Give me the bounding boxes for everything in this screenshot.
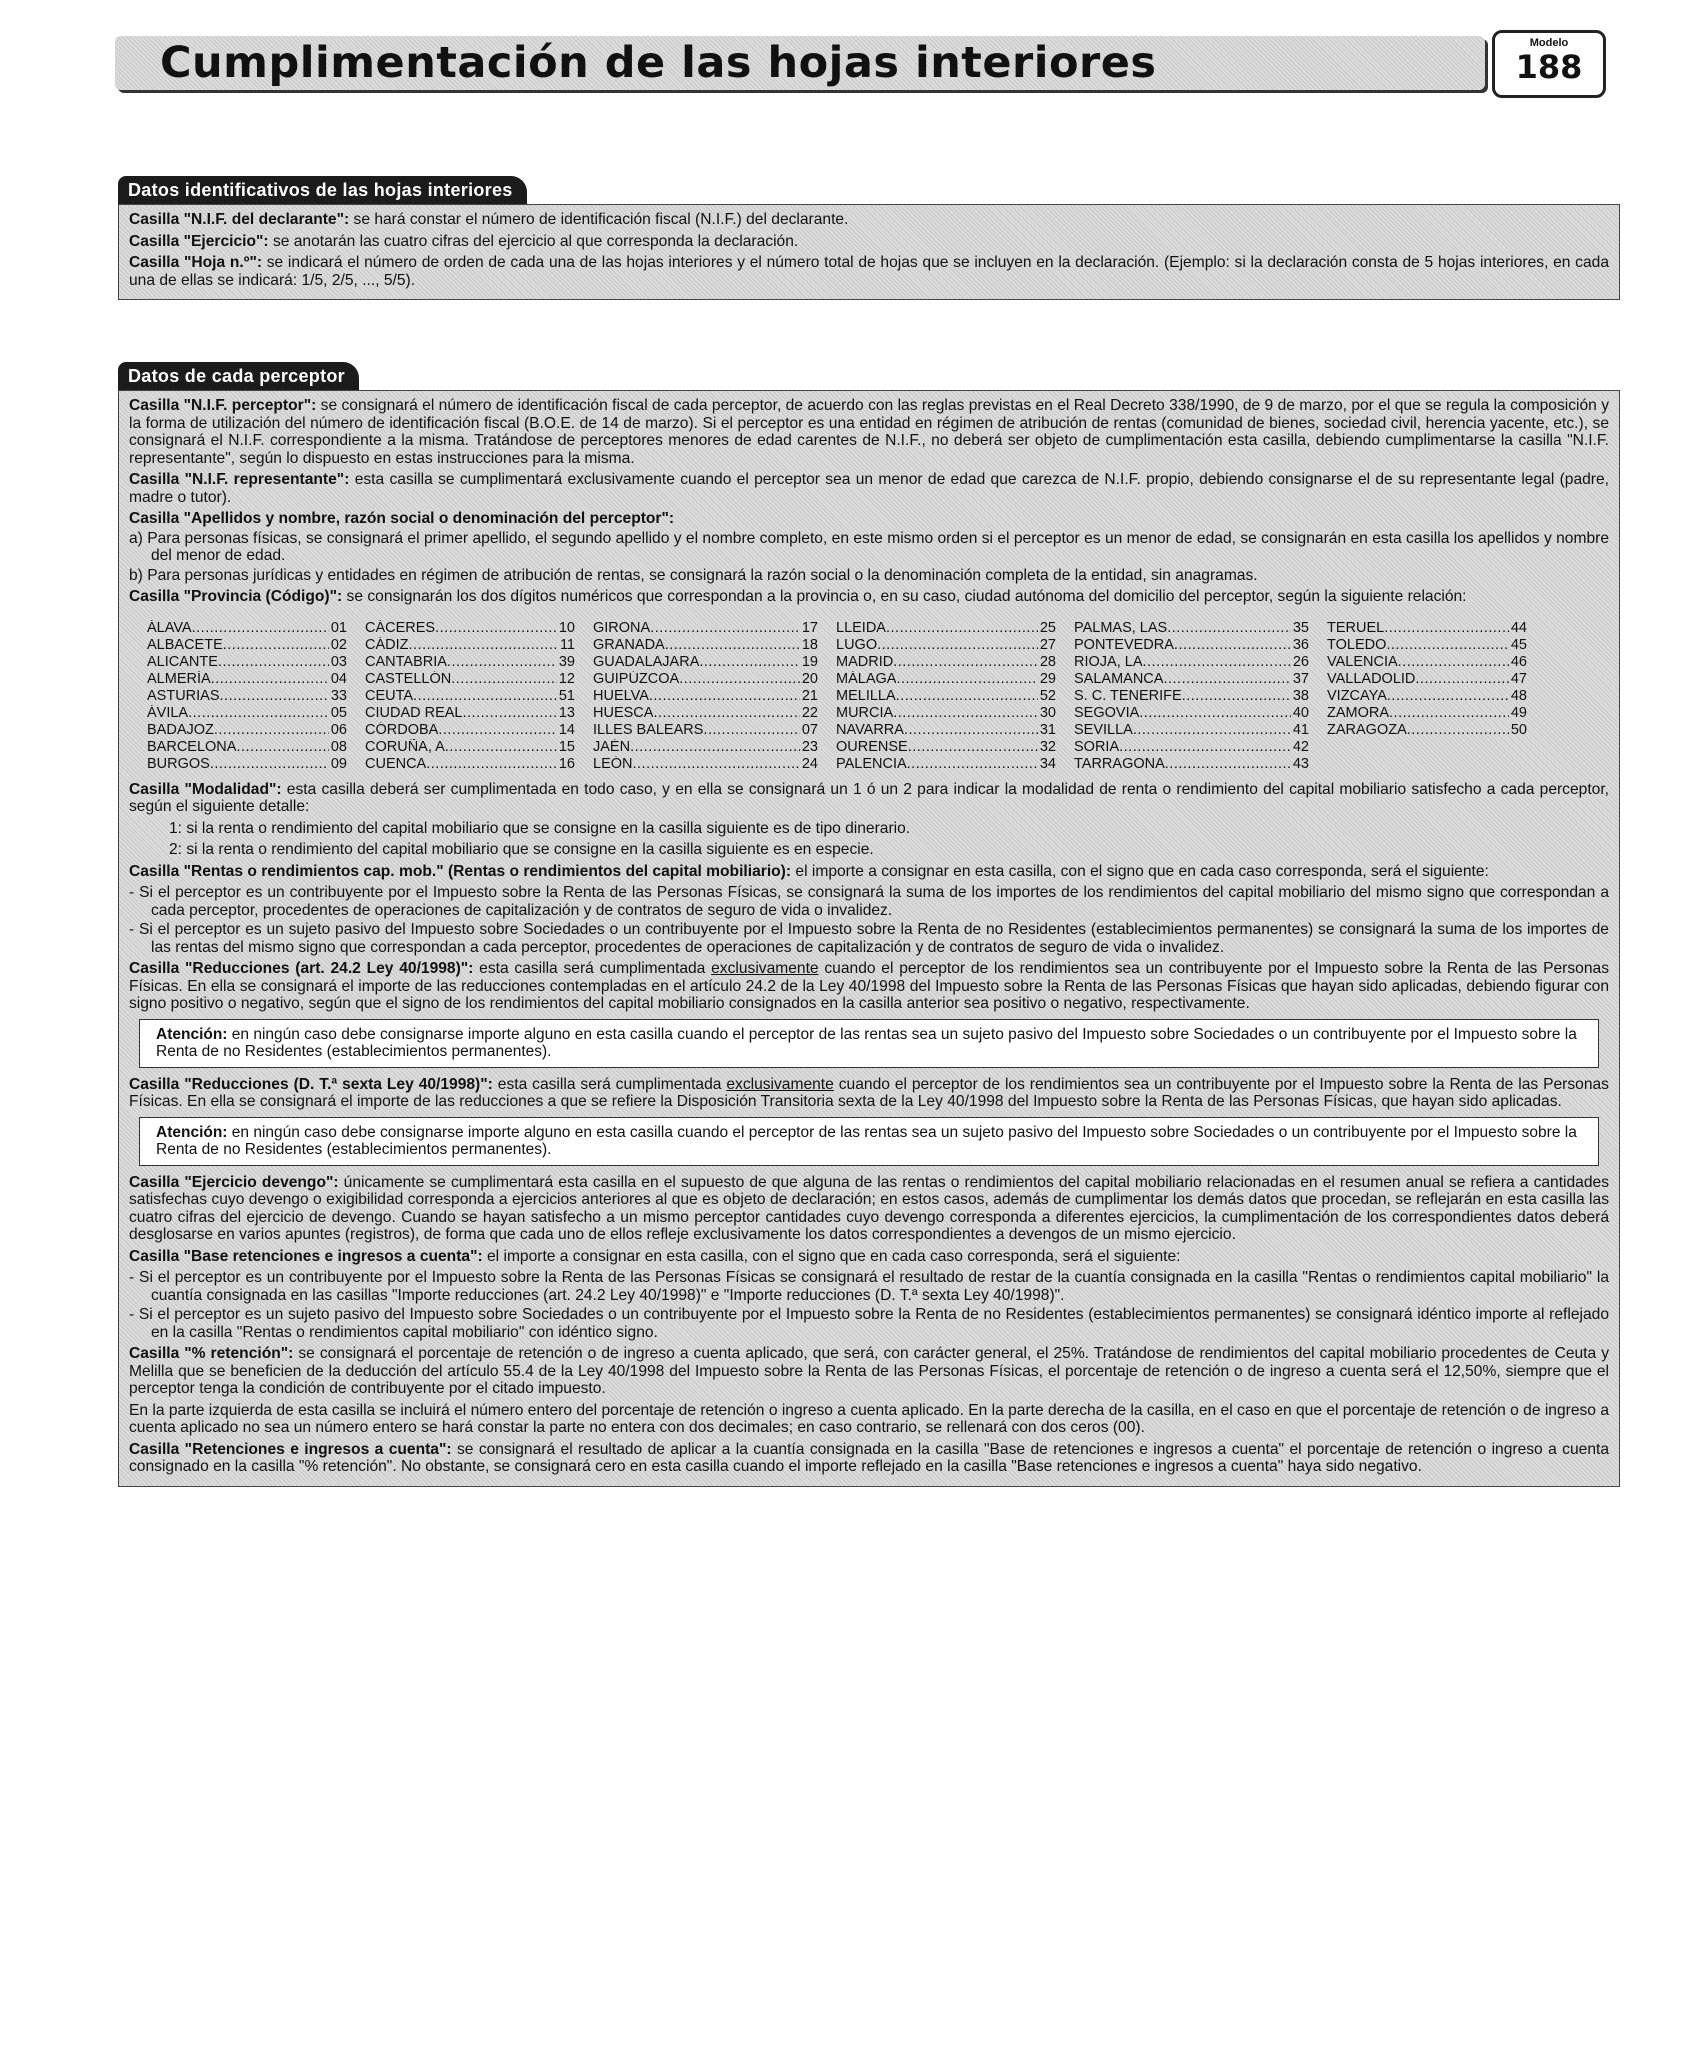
province-row: [593, 705, 818, 722]
province-code: 15: [558, 738, 575, 755]
province-code: 13: [558, 704, 575, 721]
province-name: BADAJOZ: [147, 721, 214, 738]
province-name: SALAMANCA: [1074, 670, 1164, 687]
province-code: 22: [801, 704, 818, 721]
province-code: 16: [558, 755, 575, 772]
province-row: [1074, 756, 1309, 773]
leader-dots: [653, 705, 799, 722]
leader-dots: [211, 671, 329, 688]
province-name: HUELVA: [593, 687, 649, 704]
province-name: MELILLA: [836, 687, 896, 704]
province-row: [365, 722, 575, 739]
leader-dots: [447, 654, 557, 671]
leader-dots: [896, 671, 1037, 688]
province-name: CASTELLÓN: [365, 670, 452, 687]
page-title: Cumplimentación de las hojas interiores: [160, 38, 1157, 88]
province-code: 44: [1510, 619, 1527, 636]
paragraph-modalidad: Casilla "Modalidad": esta casilla deberá ser cumplimentada en todo caso, y en ella se consignará un 1 ó un 2 para indicar la modalidad de renta o rendimiento del capital mobiliario satisfecho a cada perceptor, según el siguiente detalle:: [129, 780, 1609, 815]
province-row: [593, 688, 818, 705]
province-code: 17: [801, 619, 818, 636]
province-row: [836, 654, 1056, 671]
province-name: ASTURIAS: [147, 687, 220, 704]
province-row: [147, 654, 347, 671]
province-row: [836, 705, 1056, 722]
base-list: [129, 1269, 1609, 1341]
leader-dots: [1143, 654, 1291, 671]
modalidad-2: 2: si la renta o rendimiento del capital mobiliario que se consigne en la casilla siguiente es en especie.: [169, 841, 874, 858]
province-name: ALBACETE: [147, 636, 223, 653]
province-code: 06: [330, 721, 347, 738]
paragraph-provincia: Casilla "Provincia (Código)": se consignarán los dos dígitos numéricos que correspondan a la provincia o, en su caso, ciudad autónoma del domicilio del perceptor, según la siguiente relación:: [129, 588, 1467, 605]
province-code: 12: [558, 670, 575, 687]
leader-dots: [409, 637, 558, 654]
paragraph-reducciones-dt: Casilla "Reducciones (D. T.ª sexta Ley 40/1998)": esta casilla será cumplimentada exclusivamente cuando el perceptor de los rendimientos sea un contribuyente por el Impuesto sobre la Renta de las Personas Físicas. En ella se consignará el importe de las reducciones a que se refiere la Disposición Transitoria sexta de la Ley 40/1998 del Impuesto sobre la Renta de las Personas Físicas, que hayan sido aplicadas.: [129, 1075, 1609, 1110]
leader-dots: [214, 722, 329, 739]
province-name: CÁCERES: [365, 619, 436, 636]
modelo-number: 188: [1515, 48, 1583, 86]
province-name: MURCIA: [836, 704, 894, 721]
province-code: 40: [1292, 704, 1309, 721]
leader-dots: [220, 688, 329, 705]
leader-dots: [1139, 705, 1291, 722]
leader-dots: [886, 620, 1038, 637]
province-name: SORIA: [1074, 738, 1120, 755]
list-item: - Si el perceptor es un sujeto pasivo del Impuesto sobre Sociedades o un contribuyente por el Impuesto sobre la Renta de no Residentes (establecimientos permanentes) se consignará idéntico importe al reflejado en la casilla "Rentas o rendimientos capital mobiliario" con idéntico signo.: [129, 1306, 1609, 1341]
province-name: GRANADA: [593, 636, 665, 653]
province-row: [365, 688, 575, 705]
paragraph-retenciones: Casilla "Retenciones e ingresos a cuenta": se consignará el resultado de aplicar a la cuantía consignada en la casilla "Base de retenciones e ingresos a cuenta" el porcentaje de retención o ingreso a cuenta consignado en la casilla "% retención". No obstante, se consignará cero en esta casilla cuando el importe reflejado en la casilla "Base retenciones e ingresos a cuenta" haya sido negativo.: [129, 1440, 1609, 1475]
province-name: RIOJA, LA: [1074, 653, 1143, 670]
section-tab: Datos identificativos de las hojas interiores: [118, 176, 527, 204]
leader-dots: [633, 756, 800, 773]
province-name: BURGOS: [147, 755, 210, 772]
province-row: [836, 620, 1056, 637]
list-item: - Si el perceptor es un sujeto pasivo del Impuesto sobre Sociedades o un contribuyente por el Impuesto sobre la Renta de no Residentes (establecimientos permanentes) se consignará la suma de los importes de las rentas del mismo signo que correspondan a cada perceptor, procedentes de operaciones de capitalización y de contratos de seguro de vida o invalidez.: [129, 921, 1609, 956]
province-name: LEÓN: [593, 755, 633, 772]
province-table: [147, 620, 1609, 773]
province-code: 21: [801, 687, 818, 704]
province-name: ÁLAVA: [147, 619, 192, 636]
leader-dots: [1415, 671, 1508, 688]
province-row: [593, 756, 818, 773]
paragraph-porcentaje-2: En la parte izquierda de esta casilla se incluirá el número entero del porcentaje de retención o ingreso a cuenta aplicado. En la parte derecha de la casilla, en el caso en que el porcentaje de retención o de ingreso a cuenta aplicado no sea un número entero se hará constar la parte no entera con dos decimales; en caso contrario, se rellenará con dos ceros (00).: [129, 1401, 1609, 1436]
province-name: LLEIDA: [836, 619, 886, 636]
province-row: [1074, 654, 1309, 671]
province-column: [365, 620, 575, 773]
province-row: [365, 654, 575, 671]
province-row: [1074, 620, 1309, 637]
province-row: [1327, 620, 1527, 637]
province-name: ALICANTE: [147, 653, 218, 670]
province-code: 27: [1039, 636, 1056, 653]
province-code: 41: [1292, 721, 1309, 738]
province-name: VALENCIA: [1327, 653, 1398, 670]
province-name: SEVILLA: [1074, 721, 1133, 738]
leader-dots: [413, 688, 557, 705]
leader-dots: [223, 637, 329, 654]
leader-dots: [893, 654, 1038, 671]
province-row: [365, 739, 575, 756]
paragraph-porcentaje: Casilla "% retención": se consignará el porcentaje de retención o de ingreso a cuenta aplicado, que será, con carácter general, el 25%. Tratándose de rendimientos del capital mobiliario procedentes de Ceuta y Melilla que se beneficien de la deducción del artículo 55.4 de la Ley 40/1998 del Impuesto sobre la Renta de las Personas Físicas, el porcentaje de retención o de ingreso a cuenta será el 12,50%, siempre que el perceptor tenga la condición de contribuyente por el citado impuesto.: [129, 1345, 1609, 1397]
province-code: 33: [330, 687, 347, 704]
province-row: [836, 688, 1056, 705]
province-row: [593, 722, 818, 739]
province-name: CANTABRIA: [365, 653, 447, 670]
province-code: 51: [558, 687, 575, 704]
section-identificativos: [118, 176, 1620, 300]
province-name: ZAMORA: [1327, 704, 1390, 721]
province-row: [1074, 637, 1309, 654]
leader-dots: [650, 620, 800, 637]
leader-dots: [1119, 739, 1291, 756]
province-code: 20: [801, 670, 818, 687]
province-code: 08: [330, 738, 347, 755]
section-tab: Datos de cada perceptor: [118, 362, 359, 390]
province-row: [1074, 739, 1309, 756]
leader-dots: [1165, 756, 1291, 773]
province-code: 10: [558, 619, 575, 636]
paragraph-ejercicio: Casilla "Ejercicio": se anotarán las cuatro cifras del ejercicio al que corresponda la declaración.: [129, 232, 799, 250]
province-code: 47: [1510, 670, 1527, 687]
leader-dots: [699, 654, 799, 671]
section-perceptor: [118, 362, 1620, 1487]
province-row: [593, 739, 818, 756]
province-code: 29: [1039, 670, 1056, 687]
modalidad-1: 1: si la renta o rendimiento del capital mobiliario que se consigne en la casilla siguiente es de tipo dinerario.: [169, 819, 911, 837]
province-name: CÓRDOBA: [365, 721, 439, 738]
province-row: [1074, 671, 1309, 688]
leader-dots: [1387, 688, 1509, 705]
province-code: 31: [1039, 721, 1056, 738]
leader-dots: [1407, 722, 1509, 739]
province-code: 42: [1292, 738, 1309, 755]
leader-dots: [1163, 671, 1290, 688]
province-code: 07: [801, 721, 818, 738]
province-code: 46: [1510, 653, 1527, 670]
leader-dots: [1174, 637, 1291, 654]
province-code: 11: [559, 636, 575, 653]
province-code: 25: [1039, 619, 1056, 636]
province-row: [365, 705, 575, 722]
province-row: [365, 637, 575, 654]
province-code: 43: [1292, 755, 1309, 772]
province-code: 02: [330, 636, 347, 653]
province-name: PALENCIA: [836, 755, 907, 772]
province-name: CORUÑA, A: [365, 738, 445, 755]
leader-dots: [908, 739, 1038, 756]
province-row: [147, 705, 347, 722]
leader-dots: [630, 739, 800, 756]
province-code: 38: [1292, 687, 1309, 704]
province-column: [836, 620, 1056, 773]
leader-dots: [451, 671, 557, 688]
province-code: 39: [558, 653, 575, 670]
province-code: 52: [1039, 687, 1056, 704]
province-row: [147, 688, 347, 705]
province-row: [593, 654, 818, 671]
province-name: ILLES BALEARS: [593, 721, 704, 738]
province-code: 28: [1039, 653, 1056, 670]
modelo-label: Modelo: [1529, 37, 1569, 49]
leader-dots: [188, 705, 329, 722]
apellidos-list: [129, 530, 1609, 585]
attention-box: Atención: en ningún caso debe consignarse importe alguno en esta casilla cuando el perceptor de las rentas sea un sujeto pasivo del Impuesto sobre Sociedades o un contribuyente por el Impuesto sobre la Renta de no Residentes (establecimientos permanentes).: [139, 1019, 1599, 1068]
province-column: [1074, 620, 1309, 773]
leader-dots: [1386, 637, 1509, 654]
leader-dots: [1389, 705, 1509, 722]
province-code: 18: [801, 636, 818, 653]
province-code: 49: [1510, 704, 1527, 721]
section-body: [118, 390, 1620, 1487]
paragraph-reducciones-art: Casilla "Reducciones (art. 24.2 Ley 40/1998)": esta casilla será cumplimentada exclusivamente cuando el perceptor de los rendimientos sea un contribuyente por el Impuesto sobre la Renta de las Personas Físicas. En ella se consignará el importe de las reducciones contempladas en el artículo 24.2 de la Ley 40/1998 del Impuesto sobre la Renta de las Personas Físicas que hayan sido aplicadas, debiendo figurar con signo positivo o negativo, según que el signo de los rendimientos del capital mobiliario consignados en la casilla anterior sea positivo o negativo, respectivamente.: [129, 960, 1609, 1012]
leader-dots: [236, 739, 328, 756]
province-row: [147, 722, 347, 739]
paragraph-hoja: Casilla "Hoja n.º": se indicará el número de orden de cada una de las hojas interiores y el número total de hojas que se incluyen en la declaración. (Ejemplo: si la declaración consta de 5 hojas interiores, en cada una de ellas se indicará: 1/5, 2/5, ..., 5/5).: [129, 254, 1609, 289]
leader-dots: [907, 756, 1038, 773]
leader-dots: [904, 722, 1038, 739]
province-name: CÁDIZ: [365, 636, 409, 653]
list-item: a) Para personas físicas, se consignará el primer apellido, el segundo apellido y el nombre completo, en este mismo orden si el perceptor es un menor de edad, se consignarán en esta casilla los apellidos y nombre del menor de edad.: [129, 529, 1609, 564]
leader-dots: [1133, 722, 1291, 739]
province-code: 50: [1510, 721, 1527, 738]
province-code: 48: [1510, 687, 1527, 704]
list-item: b) Para personas jurídicas y entidades en régimen de atribución de rentas, se consignará la razón social o la denominación completa de la entidad, sin anagramas.: [129, 566, 1258, 584]
leader-dots: [445, 739, 557, 756]
paragraph-nif-perceptor: Casilla "N.I.F. perceptor": se consignará el número de identificación fiscal de cada perceptor, de acuerdo con las reglas previstas en el Real Decreto 338/1990, de 9 de marzo, por el que se regula la composición y la forma de utilización del número de identificación fiscal (B.O.E. de 14 de marzo). Si el perceptor es una entidad en régimen de atribución de rentas (comunidad de bienes, sociedad civil, herencia yacente, etc.), se consignará el N.I.F. correspondiente a la misma. Tratándose de perceptores menores de edad carentes de N.I.F., no deberá ser objeto de cumplimentación esta casilla, debiendo cumplimentarse la casilla "N.I.F. representante", según lo dispuesto en estas instrucciones para la misma.: [129, 397, 1610, 467]
province-name: NAVARRA: [836, 721, 904, 738]
leader-dots: [435, 620, 557, 637]
province-code: 32: [1039, 738, 1056, 755]
paragraph-nif-declarante: Casilla "N.I.F. del declarante": se hará constar el número de identificación fiscal (N.I.F.) del declarante.: [129, 211, 849, 228]
province-name: LUGO: [836, 636, 878, 653]
province-name: CEUTA: [365, 687, 414, 704]
leader-dots: [679, 671, 800, 688]
province-code: 35: [1292, 619, 1309, 636]
leader-dots: [665, 637, 800, 654]
province-name: ZARAGOZA: [1327, 721, 1407, 738]
province-name: JAÉN: [593, 738, 631, 755]
province-name: GIRONA: [593, 619, 651, 636]
province-row: [836, 756, 1056, 773]
province-code: 01: [330, 619, 347, 636]
province-name: TARRAGONA: [1074, 755, 1165, 772]
province-code: 24: [801, 755, 818, 772]
province-row: [365, 671, 575, 688]
province-row: [836, 637, 1056, 654]
province-code: 36: [1292, 636, 1309, 653]
province-row: [1327, 722, 1527, 739]
province-name: ALMERÍA: [147, 670, 211, 687]
province-code: 04: [330, 670, 347, 687]
page-title-bar: [115, 36, 1485, 90]
province-name: VALLADOLID: [1327, 670, 1416, 687]
leader-dots: [703, 722, 799, 739]
province-row: [1074, 688, 1309, 705]
province-row: [1327, 688, 1527, 705]
province-code: 45: [1510, 636, 1527, 653]
province-row: [836, 671, 1056, 688]
province-row: [147, 739, 347, 756]
province-name: MADRID: [836, 653, 894, 670]
province-code: 23: [801, 738, 818, 755]
province-code: 03: [330, 653, 347, 670]
leader-dots: [438, 722, 557, 739]
province-column: [147, 620, 347, 773]
province-name: CUENCA: [365, 755, 427, 772]
province-row: [836, 739, 1056, 756]
leader-dots: [877, 637, 1038, 654]
province-column: [593, 620, 818, 773]
province-row: [365, 756, 575, 773]
province-name: TERUEL: [1327, 619, 1385, 636]
modelo-badge: [1492, 30, 1606, 98]
province-row: [1074, 722, 1309, 739]
province-code: 37: [1292, 670, 1309, 687]
rentas-list: [129, 884, 1609, 956]
leader-dots: [893, 705, 1038, 722]
province-row: [365, 620, 575, 637]
province-name: HUESCA: [593, 704, 654, 721]
province-row: [147, 620, 347, 637]
province-row: [1327, 705, 1527, 722]
attention-box: Atención: en ningún caso debe consignarse importe alguno en esta casilla cuando el perceptor de las rentas sea un sujeto pasivo del Impuesto sobre Sociedades o un contribuyente por el Impuesto sobre la Renta de no Residentes (establecimientos permanentes).: [139, 1117, 1599, 1166]
province-row: [147, 637, 347, 654]
leader-dots: [1384, 620, 1509, 637]
leader-dots: [210, 756, 329, 773]
leader-dots: [218, 654, 329, 671]
province-row: [593, 671, 818, 688]
section-body: [118, 204, 1620, 300]
province-name: SEGOVIA: [1074, 704, 1140, 721]
province-name: ÁVILA: [147, 704, 189, 721]
province-name: GUIPÚZCOA: [593, 670, 680, 687]
paragraph-apellidos: Casilla "Apellidos y nombre, razón social o denominación del perceptor":: [129, 510, 675, 527]
leader-dots: [649, 688, 800, 705]
list-item: - Si el perceptor es un contribuyente por el Impuesto sobre la Renta de las Personas Físicas se consignará el resultado de restar de la cuantía consignada en la casilla "Rentas o rendimientos capital mobiliario" la cuantía consignada en las casillas "Importe reducciones (art. 24.2 Ley 40/1998)" e "Importe reducciones (D. T.ª sexta Ley 40/1998)".: [129, 1269, 1609, 1304]
province-code: 09: [330, 755, 347, 772]
province-code: 05: [330, 704, 347, 721]
list-item: - Si el perceptor es un contribuyente por el Impuesto sobre la Renta de las Personas Físicas, se consignará la suma de los importes de los rendimientos del capital mobiliario del mismo signo que correspondan a cada perceptor, procedentes de operaciones de capitalización y de contratos de seguro de vida o invalidez.: [129, 884, 1609, 919]
leader-dots: [192, 620, 329, 637]
province-name: OURENSE: [836, 738, 908, 755]
province-row: [1327, 671, 1527, 688]
leader-dots: [1182, 688, 1291, 705]
province-row: [1327, 654, 1527, 671]
province-row: [1074, 705, 1309, 722]
province-row: [836, 722, 1056, 739]
province-row: [147, 671, 347, 688]
province-code: 34: [1039, 755, 1056, 772]
province-name: GUADALAJARA: [593, 653, 700, 670]
leader-dots: [1398, 654, 1509, 671]
paragraph-rentas: Casilla "Rentas o rendimientos cap. mob." (Rentas o rendimientos del capital mobiliario): el importe a consignar en esta casilla, con el signo que en cada caso corresponda, será el siguiente:: [129, 862, 1489, 880]
province-code: 19: [801, 653, 818, 670]
province-row: [147, 756, 347, 773]
leader-dots: [1167, 620, 1291, 637]
paragraph-base: Casilla "Base retenciones e ingresos a cuenta": el importe a consignar en esta casilla, con el signo que en cada caso corresponda, será el siguiente:: [129, 1247, 1181, 1265]
province-name: BARCELONA: [147, 738, 237, 755]
paragraph-nif-representante: Casilla "N.I.F. representante": esta casilla se cumplimentará exclusivamente cuando el perceptor sea un menor de edad que carezca de N.I.F. propio, debiendo consignarse el de su representante legal (padre, madre o tutor).: [129, 471, 1609, 506]
province-row: [593, 620, 818, 637]
province-column: [1327, 620, 1527, 773]
province-code: 30: [1039, 704, 1056, 721]
province-name: S. C. TENERIFE: [1074, 687, 1182, 704]
province-row: [1327, 637, 1527, 654]
province-name: PONTEVEDRA: [1074, 636, 1174, 653]
province-row: [593, 637, 818, 654]
leader-dots: [896, 688, 1038, 705]
paragraph-ejercicio-devengo: Casilla "Ejercicio devengo": únicamente se cumplimentará esta casilla en el supuesto de que alguna de las rentas o rendimientos del capital mobiliario relacionadas en el resumen anual se refiera a cantidades satisfechas cuyo devengo o exigibilidad corresponda a ejercicios anteriores al que es objeto de declaración; en estos casos, además de cumplimentar los demás datos que procedan, se reflejarán en esta casilla las cuatro cifras del ejercicio de devengo. Cuando se hayan satisfecho a un mismo perceptor cantidades cuyo devengo corresponda a diferentes ejercicios, la cumplimentación de los correspondientes datos deberá desglosarse en varios apuntes (registros), de forma que cada uno de ellos refleje exclusivamente los datos correspondientes a devengos de un mismo ejercicio.: [129, 1173, 1609, 1243]
province-name: VIZCAYA: [1327, 687, 1387, 704]
province-name: MÁLAGA: [836, 670, 897, 687]
province-name: TOLEDO: [1327, 636, 1387, 653]
province-name: PALMAS, LAS: [1074, 619, 1168, 636]
province-code: 14: [558, 721, 575, 738]
leader-dots: [426, 756, 557, 773]
province-code: 26: [1292, 653, 1309, 670]
leader-dots: [463, 705, 557, 722]
province-name: CIUDAD REAL: [365, 704, 463, 721]
